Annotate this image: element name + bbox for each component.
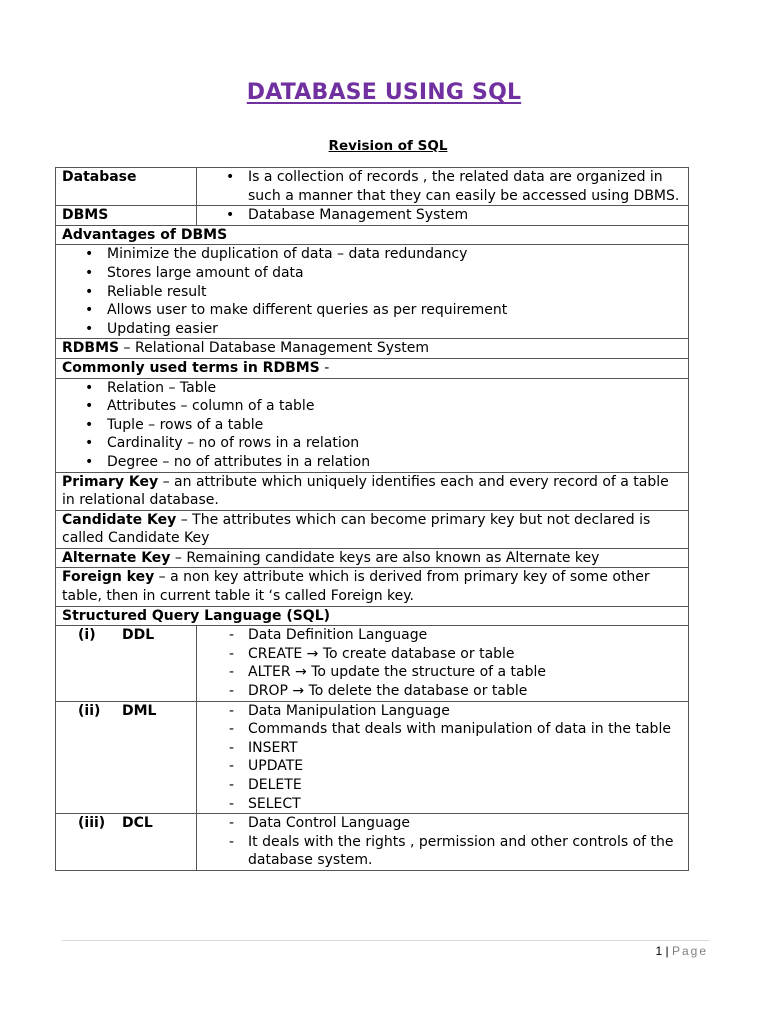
dml-label-cell — [56, 701, 197, 814]
alternate-key-definition: – Remaining candidate keys are also known as Alternate key — [170, 549, 600, 566]
list-item: • Degree – no of attributes in a relation — [62, 453, 682, 472]
table-row-dbms — [56, 206, 689, 226]
foreign-key-definition: – a non key attribute which is derived from primary key of some other table, then in current table it ‘s called Foreign key. — [62, 569, 650, 605]
table-row-ddl — [56, 626, 689, 701]
rdbms-cell — [56, 339, 689, 359]
list-item: - UPDATE — [203, 757, 682, 776]
alternate-key-cell — [56, 548, 689, 568]
list-item: • Allows user to make different queries as per requirement — [62, 301, 682, 320]
sql-revision-table — [55, 167, 689, 871]
table-row-primary-key — [56, 472, 689, 510]
ddl-number: (i) — [78, 627, 96, 644]
list-item: - It deals with the rights , permission and other controls of the database system. — [203, 833, 682, 870]
terms-list-cell — [56, 378, 689, 472]
table-row-alternate-key — [56, 548, 689, 568]
list-item: - CREATE → To create database or table — [203, 645, 682, 664]
dml-list — [203, 702, 682, 814]
list-item: • Attributes – column of a table — [62, 397, 682, 416]
primary-key-label: Primary Key — [62, 473, 159, 490]
table-row-advantages-heading — [56, 225, 689, 245]
list-item: - DROP → To delete the database or table — [203, 682, 682, 701]
dbms-definition: • Database Management System — [203, 206, 682, 225]
primary-key-definition: – an attribute which uniquely identifies each and every record of a table in relational database. — [62, 473, 669, 509]
page-title: DATABASE USING SQL — [246, 80, 522, 105]
table-row-dcl — [56, 814, 689, 871]
dcl-label-cell — [56, 814, 197, 871]
foreign-key-label: Foreign key — [62, 569, 155, 586]
table-row-rdbms — [56, 339, 689, 359]
table-row-database — [56, 168, 689, 206]
list-item: - SELECT — [203, 795, 682, 814]
page-footer — [655, 944, 708, 958]
candidate-key-label: Candidate Key — [62, 511, 177, 528]
table-row-foreign-key — [56, 568, 689, 606]
ddl-list — [203, 626, 682, 700]
ddl-details-cell — [197, 626, 689, 701]
list-item: - Data Control Language — [203, 814, 682, 833]
list-item: • Reliable result — [62, 283, 682, 302]
list-item: • Minimize the duplication of data – data redundancy — [62, 245, 682, 264]
terms-heading-cell — [56, 358, 689, 378]
dbms-definition-cell — [197, 206, 689, 226]
advantages-list-cell — [56, 245, 689, 339]
page-label: Page — [671, 944, 708, 958]
primary-key-cell — [56, 472, 689, 510]
sql-heading: Structured Query Language (SQL) — [56, 606, 689, 626]
section-subtitle: Revision of SQL — [328, 138, 448, 154]
alternate-key-label: Alternate Key — [62, 549, 171, 566]
dml-details-cell — [197, 701, 689, 814]
candidate-key-cell — [56, 510, 689, 548]
table-row-sql-heading — [56, 606, 689, 626]
list-item: - DELETE — [203, 776, 682, 795]
list-item: - Data Manipulation Language — [203, 702, 682, 721]
list-item: • Stores large amount of data — [62, 264, 682, 283]
ddl-label-cell — [56, 626, 197, 701]
terms-list — [62, 379, 682, 472]
candidate-key-definition: – The attributes which can become primary key but not declared is called Candidate Key — [62, 511, 651, 547]
dbms-label: DBMS — [56, 206, 197, 226]
dcl-list — [203, 814, 682, 870]
advantages-list — [62, 245, 682, 338]
dml-label: DML — [122, 702, 157, 719]
table-row-terms-heading — [56, 358, 689, 378]
list-item: • Updating easier — [62, 320, 682, 339]
terms-heading: Commonly used terms in RDBMS — [62, 359, 320, 376]
dml-number: (ii) — [78, 702, 101, 719]
page-number: 1 — [655, 944, 663, 958]
list-item: - Data Definition Language — [203, 626, 682, 645]
list-item: - ALTER → To update the structure of a table — [203, 663, 682, 682]
advantages-heading: Advantages of DBMS — [56, 225, 689, 245]
dcl-number: (iii) — [78, 815, 106, 832]
database-label: Database — [56, 168, 197, 206]
ddl-label: DDL — [122, 627, 155, 644]
table-row-advantages-list — [56, 245, 689, 339]
dcl-label: DCL — [122, 815, 153, 832]
list-item: • Cardinality – no of rows in a relation — [62, 434, 682, 453]
list-item: • Relation – Table — [62, 379, 682, 398]
footer-separator: | — [662, 944, 672, 958]
rdbms-label: RDBMS — [62, 340, 120, 357]
database-definition: • Is a collection of records , the related data are organized in such a manner that they can easily be accessed using DBMS. — [203, 168, 682, 205]
table-row-candidate-key — [56, 510, 689, 548]
database-definition-cell — [197, 168, 689, 206]
foreign-key-cell — [56, 568, 689, 606]
list-item: - INSERT — [203, 739, 682, 758]
dcl-details-cell — [197, 814, 689, 871]
list-item: • Tuple – rows of a table — [62, 416, 682, 435]
table-row-terms-list — [56, 378, 689, 472]
terms-heading-suffix: - — [319, 359, 330, 376]
list-item: - Commands that deals with manipulation of data in the table — [203, 720, 682, 739]
rdbms-definition: – Relational Database Management System — [119, 340, 430, 357]
footer-divider — [62, 940, 710, 941]
table-row-dml — [56, 701, 689, 814]
